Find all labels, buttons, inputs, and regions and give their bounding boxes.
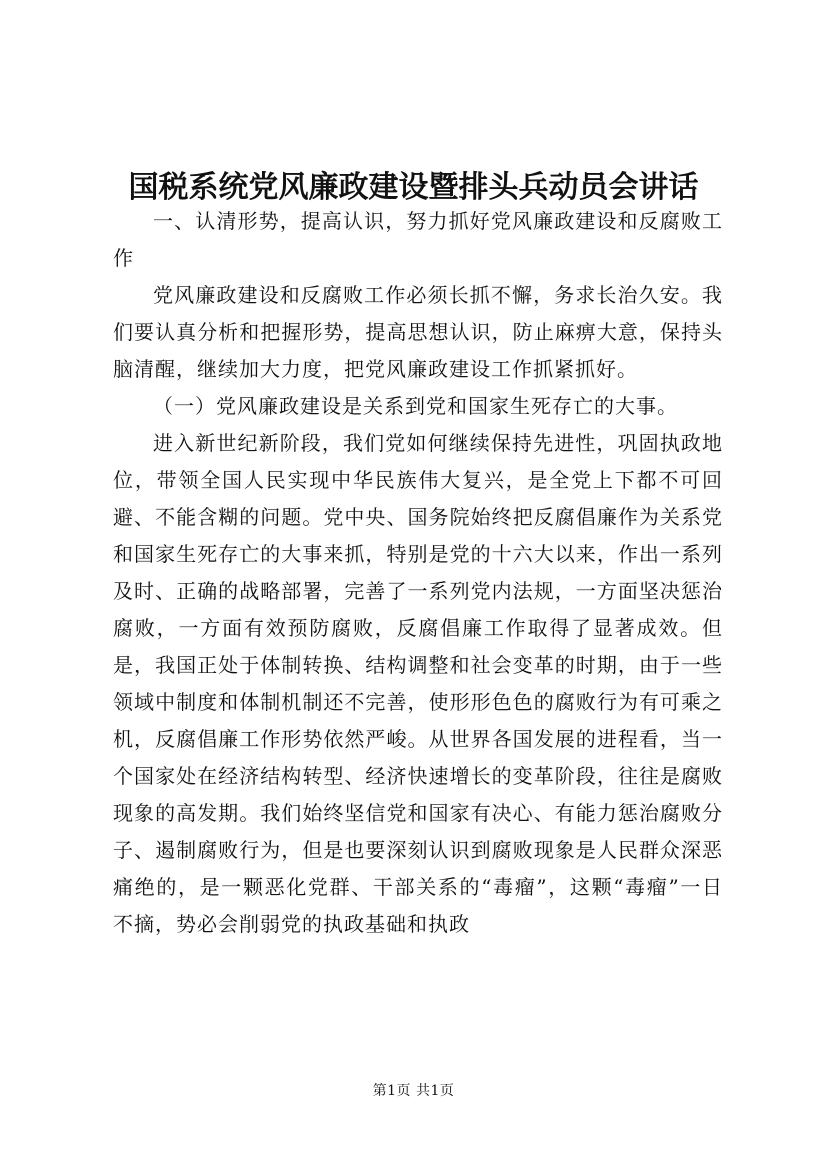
body-paragraph: 进入新世纪新阶段，我们党如何继续保持先进性，巩固执政地位，带领全国人民实现中华民族伟大复兴，是全党上下都不可回避、不能含糊的问题。党中央、国务院始终把反腐倡廉作为关系党和国家生死存亡的大事来抓，特别是党的十六大以来，作出一系列及时、正确的战略部署，完善了一系列党内法规，一方面坚决惩治腐败，一方面有效预防腐败，反腐倡廉工作取得了显著成效。但是，我国正处于体制转换、结构调整和社会变革的时期，由于一些领域中制度和体制机制还不完善，使形形色色的腐败行为有可乘之机，反腐倡廉工作形势依然严峻。从世界各国发展的进程看，当一个国家处在经济结构转型、经济快速增长的变革阶段，往往是腐败现象的高发期。我们始终坚信党和国家有决心、有能力惩治腐败分子、遏制腐败行为，但是也要深刻认识到腐败现象是人民群众深恶痛绝的，是一颗恶化党群、干部关系的“毒瘤”，这颗“毒瘤”一日不摘，势必会削弱党的执政基础和执政 [113,431,723,936]
subsection-heading: （一）党风廉政建设是关系到党和国家生死存亡的大事。 [153,394,678,418]
section-heading: 一、认清形势，提高认识，努力抓好党风廉政建设和反腐败工作 [113,209,723,270]
document-body [113,203,723,943]
body-paragraph: 党风廉政建设和反腐败工作必须长抓不懈，务求长治久安。我们要认真分析和把握形势，提高思想认识，防止麻痹大意，保持头脑清醒，继续加大力度，把党风廉政建设工作抓紧抓好。 [113,283,723,381]
page-footer: 第1页 共1页 [372,1083,455,1099]
document-title: 国税系统党风廉政建设暨排头兵动员会讲话 [128,170,699,206]
